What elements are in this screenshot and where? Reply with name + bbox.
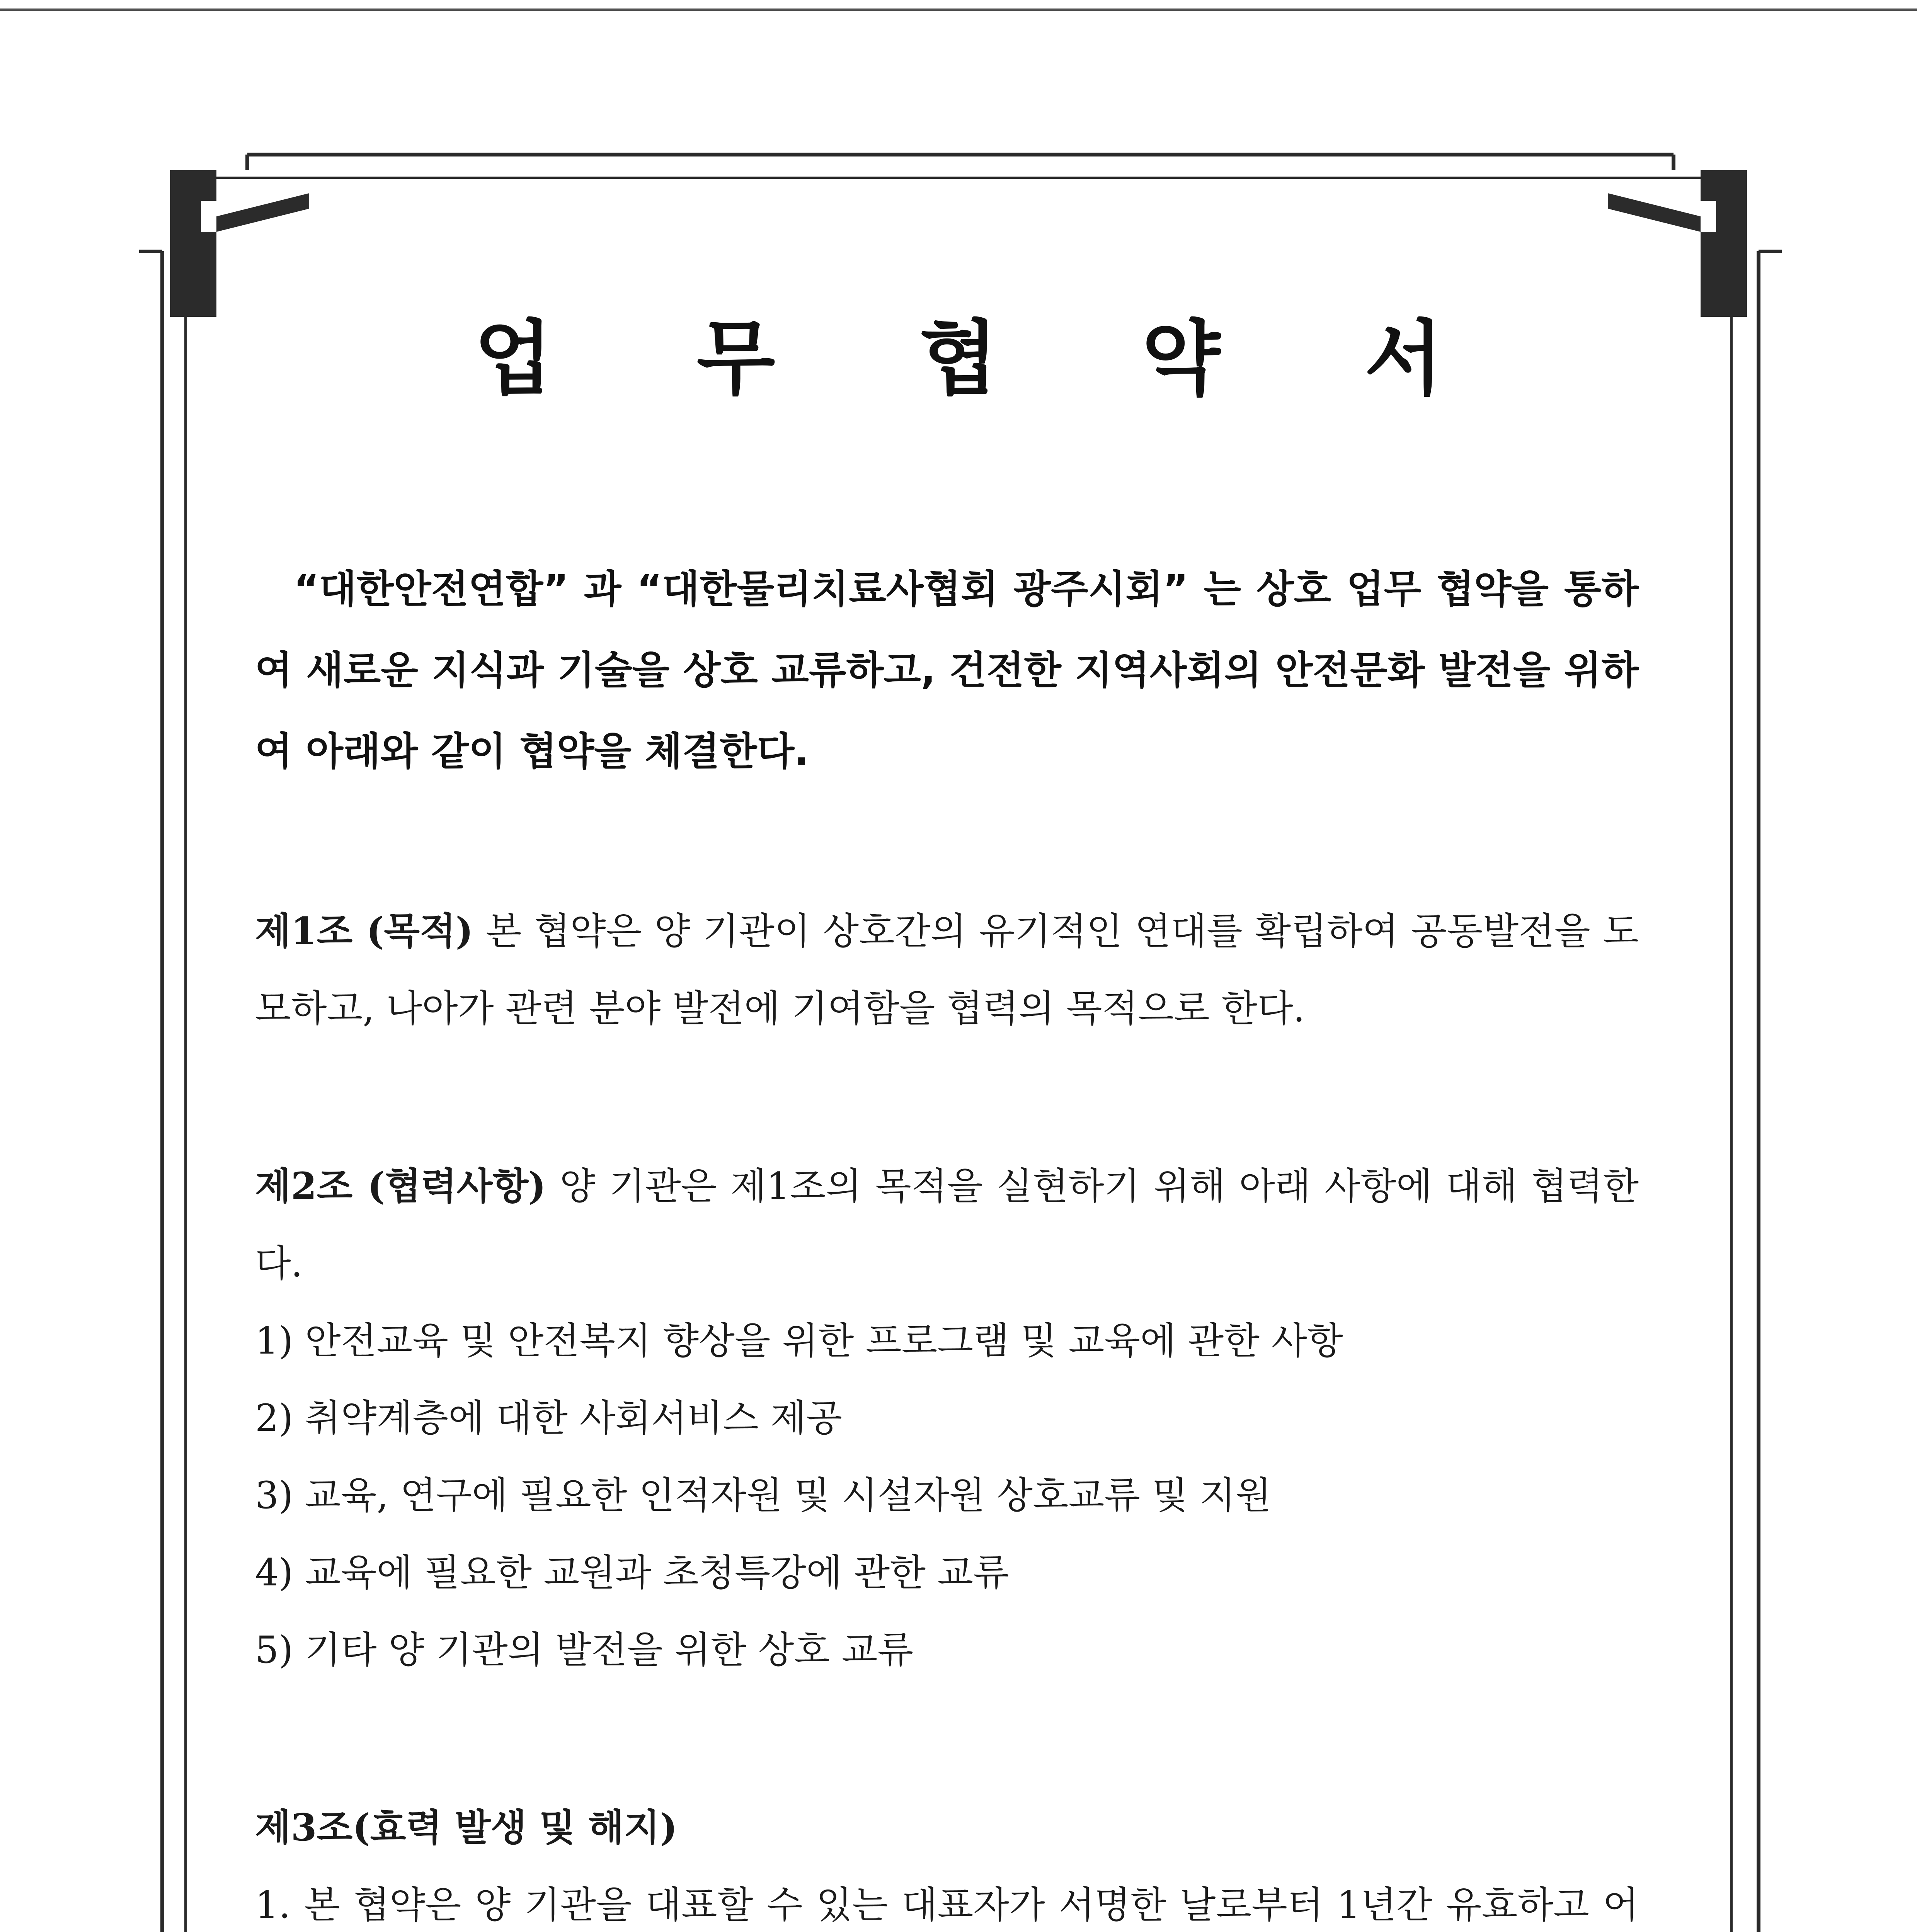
article-3-item: 1. 본 협약은 양 기관을 대표할 수 있는 대표자가 서명한 날로부터 1년간 유효하고 어 (255, 1883, 1639, 1927)
article-2-heading: 제2조 (협력사항) (255, 1164, 546, 1208)
document-title: 업 무 협 약 서 (474, 311, 1501, 406)
article-2-item: 5) 기타 양 기관의 발전을 위한 상호 교류 (255, 1628, 914, 1672)
article-2-body: 양 기관은 제1조의 목적을 실현하기 위해 아래 사항에 대해 협력한다. (255, 1165, 1639, 1285)
article-1 (255, 893, 1639, 1047)
article-2-item: 3) 교육, 연구에 필요한 인적자원 및 시설자원 상호교류 및 지원 (255, 1474, 1272, 1517)
article-1-body: 본 협약은 양 기관이 상호간의 유기적인 연대를 확립하여 공동발전을 도모하고, 나아가 관련 분야 발전에 기여함을 협력의 목적으로 한다. (255, 910, 1639, 1030)
article-3-heading: 제3조(효력 발생 및 해지) (255, 1806, 678, 1849)
article-2-item: 1) 안전교육 및 안전복지 향상을 위한 프로그램 및 교육에 관한 사항 (255, 1319, 1343, 1362)
article-3 (255, 1789, 1639, 1932)
article-2 (255, 1148, 1639, 1689)
article-2-item: 2) 취약계층에 대한 사회서비스 제공 (255, 1396, 842, 1440)
article-1-heading: 제1조 (목적) (255, 909, 473, 953)
intro-paragraph: “대한안전연합” 과 “대한물리치료사협회 광주시회” 는 상호 업무 협약을 통하여 새로운 지식과 기술을 상호 교류하고, 건전한 지역사회의 안전문화 발전을 위하여 아래와 같이 협약을 체결한다. (255, 566, 1639, 774)
article-2-item: 4) 교육에 필요한 교원과 초청특강에 관한 교류 (255, 1551, 1009, 1594)
document-body (255, 549, 1639, 1932)
